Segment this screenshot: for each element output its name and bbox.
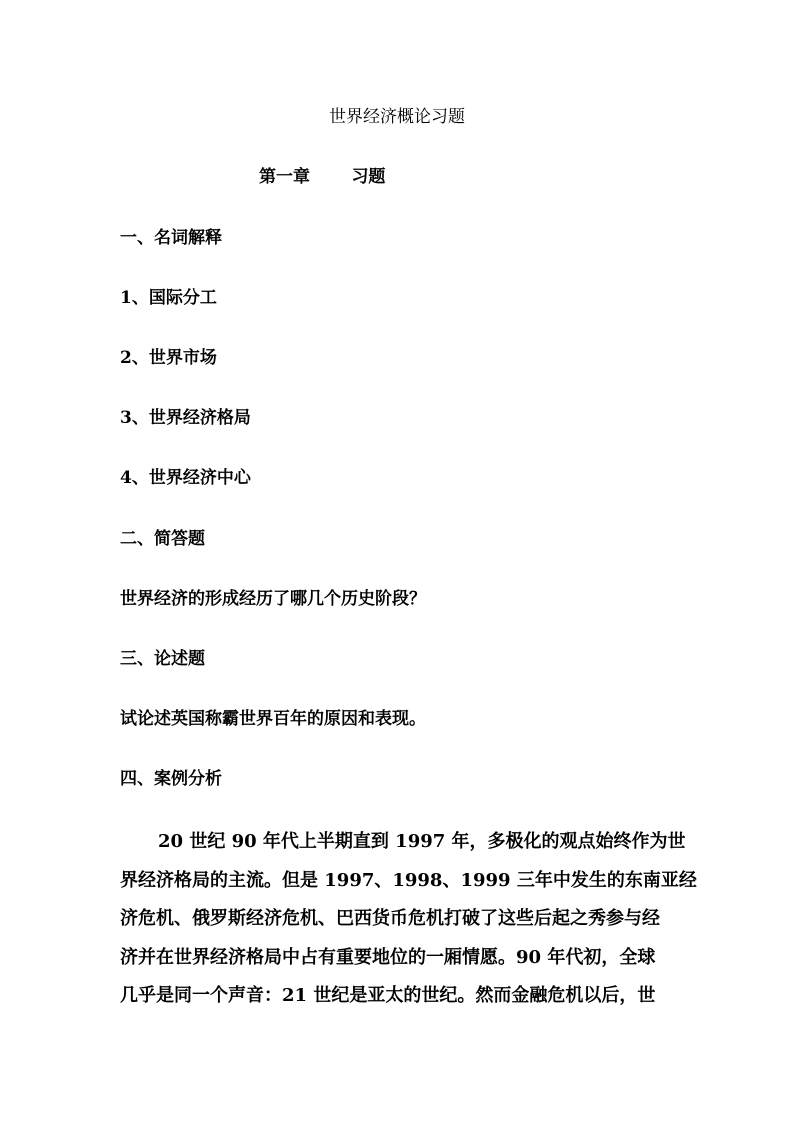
term-item: 2、世界市场 xyxy=(120,348,217,368)
case-analysis-paragraph xyxy=(120,823,697,1016)
chapter-label: 第一章 xyxy=(259,167,310,187)
paragraph-line: 几乎是同一个声音：21 世纪是亚太的世纪。然而金融危机以后，世 xyxy=(120,985,656,1006)
paragraph-line: 济并在世界经济格局中占有重要地位的一厢情愿。90 年代初，全球 xyxy=(120,946,656,968)
chapter-heading xyxy=(259,164,385,190)
section-heading-essay: 三、论述题 xyxy=(120,649,205,669)
section-heading-case-analysis: 四、案例分析 xyxy=(120,769,222,789)
term-item: 4、世界经济中心 xyxy=(120,468,251,488)
section-heading-terms: 一、名词解释 xyxy=(120,228,222,248)
section-heading-short-answer: 二、简答题 xyxy=(120,529,205,549)
short-answer-question: 世界经济的形成经历了哪几个历史阶段？ xyxy=(120,589,426,609)
term-item: 1、国际分工 xyxy=(120,288,217,308)
document-title: 世界经济概论习题 xyxy=(329,107,465,127)
essay-question: 试论述英国称霸世界百年的原因和表现。 xyxy=(120,709,426,729)
term-item: 3、世界经济格局 xyxy=(120,408,251,428)
paragraph-line: 20 世纪 90 年代上半期直到 1997 年，多极化的观点始终作为世 xyxy=(158,831,686,852)
chapter-name: 习题 xyxy=(351,167,386,187)
paragraph-line: 界经济格局的主流。但是 1997、1998、1999 三年中发生的东南亚经 xyxy=(120,869,697,891)
paragraph-line: 济危机、俄罗斯经济危机、巴西货币危机打破了这些后起之秀参与经 xyxy=(120,908,660,929)
